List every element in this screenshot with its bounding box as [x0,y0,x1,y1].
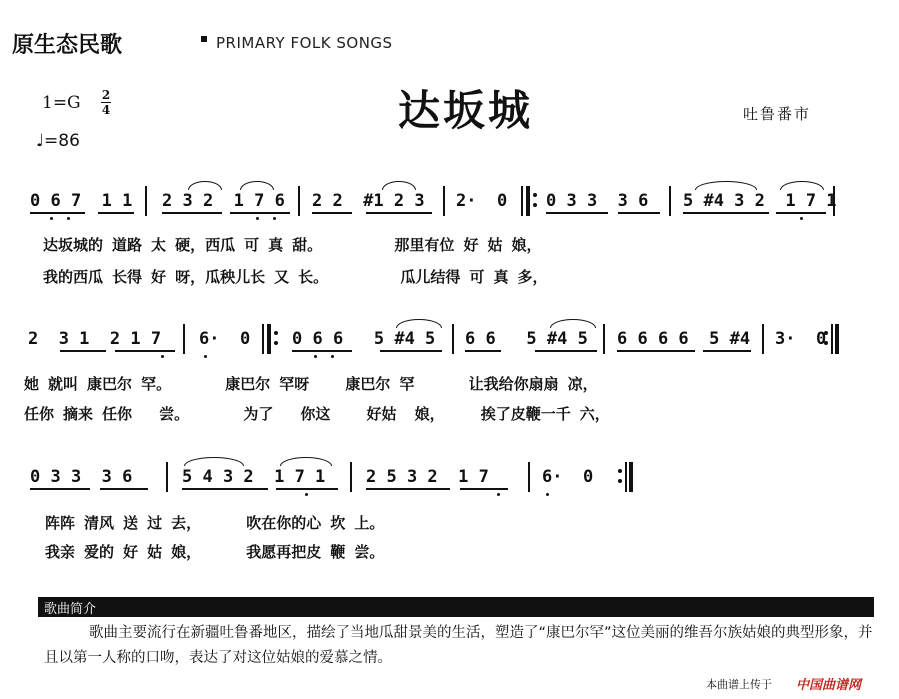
measure: 6· 0 [542,467,594,487]
beam-line [535,350,597,352]
beam-line [182,488,268,490]
beam-line [98,212,134,214]
beam-line [683,212,769,214]
measure: 6 6 6 6 5 #4 [617,329,751,349]
tempo-value: =86 [44,131,80,151]
category-cn: 原生态民歌 [12,33,123,58]
beam-line [292,350,352,352]
lyric-verse-1: 达坂城的 道路 太 硬，西瓜 可 真 甜。 那里有位 好 姑 娘， [43,236,542,254]
barline [831,324,833,354]
beam-line [162,212,222,214]
measure: 0 6 6 5 #4 5 [292,329,436,349]
slur [184,457,244,466]
repeat-barline [629,462,633,492]
measure: 5 #4 3 2 1 7 1 [683,191,837,211]
repeat-barline [835,324,839,354]
low-octave-dot [314,355,317,358]
bullet-icon [201,36,207,42]
measure: 0 3 3 3 6 [30,467,133,487]
barline [603,324,605,354]
beam-line [776,212,826,214]
lyric-verse-2: 我亲 爱的 好 姑 娘， 我愿再把皮 鞭 尝。 [45,543,385,561]
low-octave-dot [50,217,53,220]
beam-line [703,350,751,352]
barline [521,186,523,216]
slur [280,457,332,466]
low-octave-dot [273,217,276,220]
song-title: 达坂城 [398,86,534,135]
beam-line [465,350,501,352]
barline [166,462,168,492]
time-sig-top: 2 [101,88,111,102]
lyric-verse-1: 她 就叫 康巴尔 罕。 康巴尔 罕呀 康巴尔 罕 让我给你扇扇 凉， [24,375,598,393]
lyric-verse-2: 我的西瓜 长得 好 呀，瓜秧儿长 又 长。 瓜儿结得 可 真 多， [43,268,548,286]
slur [382,181,416,190]
low-octave-dot [331,355,334,358]
barline [452,324,454,354]
slur [550,319,596,328]
slur [780,181,824,190]
beam-line [230,212,290,214]
barline [183,324,185,354]
beam-line [546,212,608,214]
barline [528,462,530,492]
measure: 2 5 3 2 1 7 [366,467,489,487]
barline [262,324,264,354]
lyric-verse-1: 阵阵 清风 送 过 去， 吹在你的心 坎 上。 [45,514,385,532]
repeat-barline [267,324,271,354]
measure: 2 2 #1 2 3 [312,191,425,211]
intro-label: 歌曲简介 [44,602,97,617]
repeat-barline [526,186,530,216]
low-octave-dot [256,217,259,220]
measure: 2 3 2 1 7 6 [162,191,285,211]
beam-line [617,350,695,352]
beam-line [618,212,660,214]
slur [240,181,274,190]
measure: 5 4 3 2 1 7 1 [182,467,326,487]
time-signature [101,88,111,117]
category-en: PRIMARY FOLK SONGS [216,34,393,52]
beam-line [30,488,90,490]
tempo-marking [36,131,80,151]
barline [298,186,300,216]
intro-text: 歌曲主要流行在新疆吐鲁番地区，描绘了当地瓜甜景美的生活，塑造了“康巴尔罕”这位美丽的维吾尔族姑娘的典型形象，并且以第一人称的口吻，表达了对这位姑娘的爱慕之情。 [44,625,873,666]
measure: 2· 0 [456,191,508,211]
beam-line [276,488,338,490]
beam-line [366,488,450,490]
time-sig-bottom: 4 [101,103,111,117]
beam-line [312,212,352,214]
barline [350,462,352,492]
measure: 0 3 3 3 6 [546,191,649,211]
beam-line [366,212,432,214]
slur [188,181,222,190]
beam-line [60,350,106,352]
low-octave-dot [204,355,207,358]
measure: 2 3 1 2 1 7 [28,329,162,349]
barline [625,462,627,492]
low-octave-dot [546,493,549,496]
site-logo[interactable]: 中国曲谱网 [796,678,862,693]
upload-note: 本曲谱上传于 [706,678,772,691]
barline [145,186,147,216]
low-octave-dot [161,355,164,358]
measure: 0 6 7 1 1 [30,191,133,211]
beam-line [380,350,442,352]
measure: 6· 0 [199,329,251,349]
measure: 6 6 5 #4 5 [465,329,588,349]
beam-line [30,212,85,214]
barline [443,186,445,216]
measure: 3· 0 [775,329,827,349]
slur [695,181,757,190]
key-signature: 1=G [42,93,81,113]
song-region: 吐鲁番市 [743,105,812,123]
lyric-verse-2: 任你 摘来 任你 尝。 为了 你这 好姑 娘， 挨了皮鞭一千 六， [24,405,610,423]
barline [669,186,671,216]
beam-line [460,488,508,490]
low-octave-dot [305,493,308,496]
quarter-note-icon: ♩ [36,131,45,151]
low-octave-dot [67,217,70,220]
intro-header-bar [38,597,874,617]
barline [762,324,764,354]
beam-line [100,488,148,490]
beam-line [115,350,175,352]
low-octave-dot [800,217,803,220]
slur [396,319,442,328]
low-octave-dot [497,493,500,496]
